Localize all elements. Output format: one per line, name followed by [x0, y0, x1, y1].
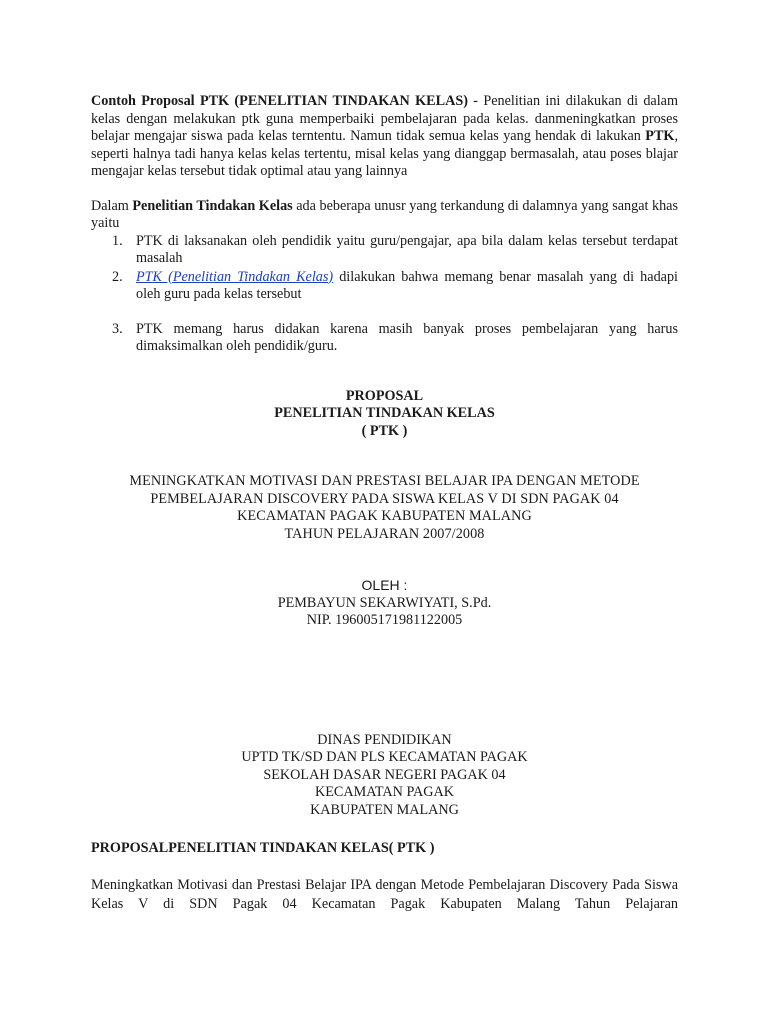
institution-line4: KECAMATAN PAGAK [314, 784, 455, 800]
document-body [91, 93, 678, 914]
intro-text-b: , seperti halnya tadi hanya kelas kelas tertentu, misal kelas yang dianggap bermasalah, atau poses blajar mengajar kelas tersebut tidak optimal atau yang lainnya [91, 128, 678, 179]
oleh-label: OLEH : [361, 577, 408, 593]
proposal-heading-line2: PENELITIAN TINDAKAN KELAS [274, 405, 495, 421]
intro-paragraph [91, 93, 678, 181]
list-item [112, 320, 678, 356]
section-heading: PROPOSALPENELITIAN TINDAKAN KELAS( PTK ) [91, 840, 435, 856]
author-nip: NIP. 196005171981122005 [306, 612, 463, 628]
final-paragraph: Meningkatkan Motivasi dan Prestasi Belajar IPA dengan Metode Pembelajaran Discovery Pada Siswa Kelas V di SDN Pagak 04 Kecamatan Pagak Kabupaten Malang Tahun Pelajaran [91, 876, 678, 912]
title-line2: PEMBELAJARAN DISCOVERY PADA SISWA KELAS V DI SDN PAGAK 04 [150, 490, 619, 507]
list-item-text: PTK di laksanakan oleh pendidik yaitu guru/pengajar, apa bila dalam kelas tersebut terdapat masalah [136, 232, 678, 266]
list-item [112, 268, 678, 304]
list-item-text: dilakukan bahwa memang benar masalah yang di hadapi oleh guru pada kelas tersebut [136, 268, 678, 302]
proposal-heading-line3: ( PTK ) [361, 422, 408, 439]
proposal-heading [91, 388, 678, 441]
intro-text-a: - Penelitian ini dilakukan di dalam kelas dengan melakukan ptk guna memperbaiki pembelajaran pada kelas. danmeningkatkan proses belajar mengajar siswa pada kelas terntentu. Namun tidak semua kelas yang hendak di lakukan [91, 93, 678, 144]
dalam-post: ada beberapa unusr yang terkandung di dalamnya yang sangat khas yaitu [91, 197, 678, 231]
ptk-link[interactable]: PTK (Penelitian Tindakan Kelas) [136, 268, 334, 285]
intro-bold-ptk: PTK [645, 128, 675, 144]
dalam-paragraph [91, 198, 678, 233]
list-item-text: PTK memang harus didakan karena masih banyak proses pembelajaran yang harus dimaksimalkan oleh pendidik/guru. [136, 320, 678, 354]
list-item [112, 232, 678, 268]
list-item-number: 2. [112, 268, 123, 285]
ptk-characteristics-list [91, 233, 678, 356]
author-block [91, 577, 678, 630]
author-name: PEMBAYUN SEKARWIYATI, S.Pd. [277, 594, 492, 611]
dalam-pre: Dalam [91, 197, 133, 214]
title-line4: TAHUN PELAJARAN 2007/2008 [284, 525, 485, 542]
title-line3: KECAMATAN PAGAK KABUPATEN MALANG [237, 508, 532, 524]
institution-line1: DINAS PENDIDIKAN [317, 731, 452, 748]
proposal-heading-line1: PROPOSAL [345, 387, 424, 404]
institution-line5: KABUPATEN MALANG [310, 801, 459, 818]
list-item-number: 3. [112, 320, 123, 337]
title-line1: MENINGKATKAN MOTIVASI DAN PRESTASI BELAJAR IPA DENGAN METODE [129, 473, 640, 489]
institution-line2: UPTD TK/SD DAN PLS KECAMATAN PAGAK [241, 749, 528, 765]
intro-bold-lead: Contoh Proposal PTK (PENELITIAN TINDAKAN KELAS) [91, 93, 468, 109]
list-item-number: 1. [112, 232, 123, 249]
institution-line3: SEKOLAH DASAR NEGERI PAGAK 04 [263, 766, 506, 783]
dalam-bold: Penelitian Tindakan Kelas [132, 197, 293, 214]
proposal-title [91, 473, 678, 543]
institution-block [91, 732, 678, 820]
